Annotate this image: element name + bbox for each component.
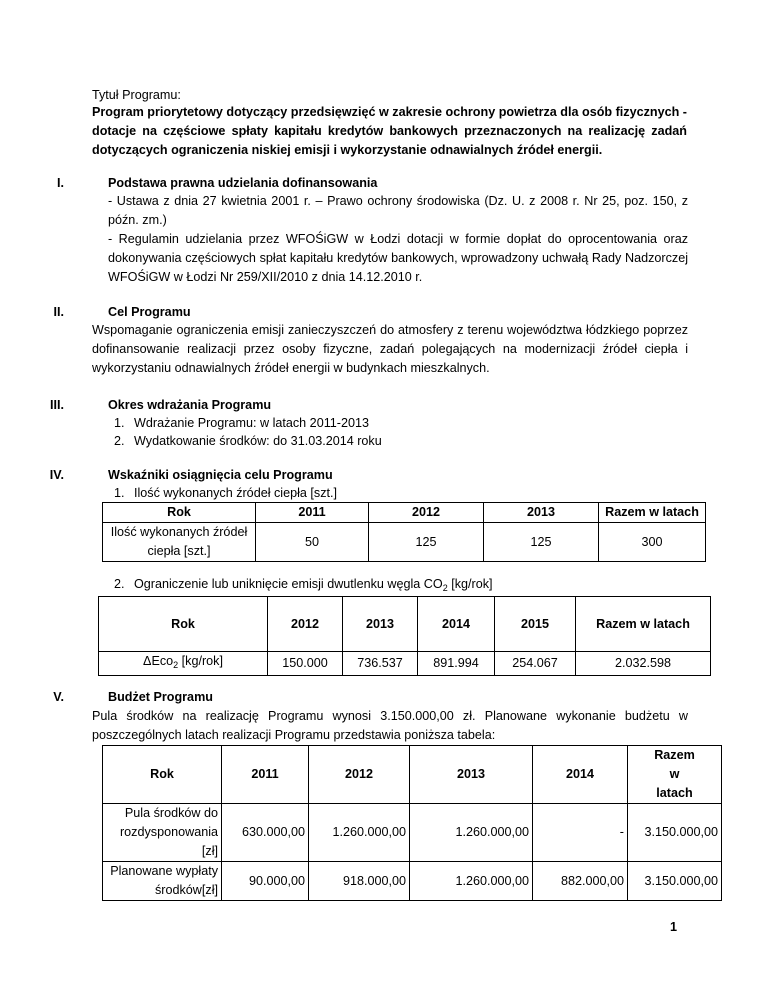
table-header-cell: Rok [103, 746, 222, 804]
table-header-cell: Razem w latach [599, 503, 706, 523]
section-3-item-1-number: 1. [114, 416, 125, 430]
page-number: 1 [670, 920, 678, 934]
table-cell: 3.150.000,00 [628, 862, 722, 901]
table-header-cell: 2013 [410, 746, 533, 804]
table-row [103, 804, 722, 862]
table-header-cell: 2011 [222, 746, 309, 804]
section-4-sub-2 [134, 575, 493, 598]
table-header-cell: Rok [99, 597, 268, 652]
table-cell: 50 [256, 523, 369, 562]
section-3-title: Okres wdrażania Programu [108, 398, 272, 412]
section-5-text: Pula środków na realizację Programu wynosi 3.150.000,00 zł. Planowane wykonanie budżetu w poszczególnych latach realizacji Programu przedstawia poniższa tabela: [92, 709, 688, 742]
section-3-item-1: Wdrażanie Programu: w latach 2011-2013 [134, 416, 369, 430]
table-header-cell: 2012 [309, 746, 410, 804]
delta-eco-label: ΔEco [143, 654, 174, 668]
table-row-label: Pula środków do rozdysponowania [zł] [103, 804, 222, 862]
table-header-cell: 2013 [484, 503, 599, 523]
table-co2-reduction [98, 596, 711, 676]
section-1-item-2: - Regulamin udzielania przez WFOŚiGW w Łodzi dotacji w formie dopłat do oprocentowania oraz dokonywania częściowych spłat kapitału kredytów bankowych, wprowadzony uchwałą Rady Nadzorczej WFOŚiGW w Łodzi Nr 259/XII/2010 z dnia 14.12.2010 r. [108, 232, 688, 284]
section-4-sub-2-unit: [kg/rok] [447, 577, 493, 591]
section-4-sub-1: Ilość wykonanych źródeł ciepła [szt.] [134, 486, 337, 500]
table-header-cell: 2014 [533, 746, 628, 804]
section-3-item-2: Wydatkowanie środków: do 31.03.2014 roku [134, 434, 382, 448]
table-row [103, 862, 722, 901]
section-5-number: V. [53, 690, 64, 704]
table-cell: - [533, 804, 628, 862]
table-row [103, 523, 706, 562]
program-title: Program priorytetowy dotyczący przedsięwzięć w zakresie ochrony powietrza dla osób fizycznych - dotacje na częściowe spłaty kapitału kredytów bankowych przeznaczonych na realizację zadań dotyczących ograniczenia niskiej emisji i wykorzystanie odnawialnych źródeł energii. [92, 105, 687, 157]
table-row [103, 746, 722, 804]
table-cell: 1.260.000,00 [410, 862, 533, 901]
table-header-cell: Razem w latach [576, 597, 711, 652]
section-4-title: Wskaźniki osiągnięcia celu Programu [108, 468, 333, 482]
table-header-cell: Razem w latach [628, 746, 722, 804]
table-cell: 254.067 [495, 652, 576, 676]
section-2-text: Wspomaganie ograniczenia emisji zanieczyszczeń do atmosfery z terenu województwa łódzkiego poprzez dofinansowanie realizacji przez osoby fizyczne, zadań polegających na modernizacji źródeł ciepła i wykorzystaniu odnawialnych źródeł energii w budynkach mieszkalnych. [92, 323, 688, 375]
table-row-label: Planowane wypłaty środków[zł] [103, 862, 222, 901]
table-budget [102, 745, 722, 901]
table-header-cell: 2012 [369, 503, 484, 523]
section-4-sub-2-text: Ograniczenie lub uniknięcie emisji dwutlenku węgla CO [134, 577, 443, 591]
section-4-number: IV. [49, 468, 64, 482]
table-header-cell: 2015 [495, 597, 576, 652]
delta-eco-unit: [kg/rok] [178, 654, 223, 668]
table-cell: 300 [599, 523, 706, 562]
table-header-cell: 2012 [268, 597, 343, 652]
section-1-item-1: - Ustawa z dnia 27 kwietnia 2001 r. – Prawo ochrony środowiska (Dz. U. z 2008 r. Nr 25, poz. 150, z późn. zm.) [108, 194, 688, 227]
section-4-sub-2-number: 2. [114, 577, 125, 591]
table-row [103, 503, 706, 523]
table-cell: 882.000,00 [533, 862, 628, 901]
table-cell: 1.260.000,00 [410, 804, 533, 862]
table-header-cell: Rok [103, 503, 256, 523]
table-cell: 630.000,00 [222, 804, 309, 862]
table-header-cell: 2011 [256, 503, 369, 523]
section-1-title: Podstawa prawna udzielania dofinansowania [108, 176, 378, 190]
table-row [99, 652, 711, 676]
delta-eco-subscript: 2 [173, 660, 179, 670]
table-cell: 736.537 [343, 652, 418, 676]
table-heat-sources [102, 502, 706, 562]
table-cell: 150.000 [268, 652, 343, 676]
table-header-cell: 2014 [418, 597, 495, 652]
co2-subscript: 2 [442, 583, 448, 593]
table-cell: 125 [484, 523, 599, 562]
table-cell: 3.150.000,00 [628, 804, 722, 862]
table-cell: 2.032.598 [576, 652, 711, 676]
table-cell: 125 [369, 523, 484, 562]
table-cell: 891.994 [418, 652, 495, 676]
table-header-cell: 2013 [343, 597, 418, 652]
table-cell: 1.260.000,00 [309, 804, 410, 862]
section-2-title: Cel Programu [108, 305, 191, 319]
table-row-label [99, 652, 268, 676]
table-cell: 918.000,00 [309, 862, 410, 901]
program-label: Tytuł Programu: [92, 88, 181, 102]
table-row [99, 597, 711, 652]
section-4-sub-1-number: 1. [114, 486, 125, 500]
section-3-item-2-number: 2. [114, 434, 125, 448]
table-row-label: Ilość wykonanych źródeł ciepła [szt.] [103, 523, 256, 562]
section-5-title: Budżet Programu [108, 690, 213, 704]
section-3-number: III. [50, 398, 64, 412]
section-1-number: I. [57, 176, 64, 190]
section-2-number: II. [53, 305, 64, 319]
table-cell: 90.000,00 [222, 862, 309, 901]
